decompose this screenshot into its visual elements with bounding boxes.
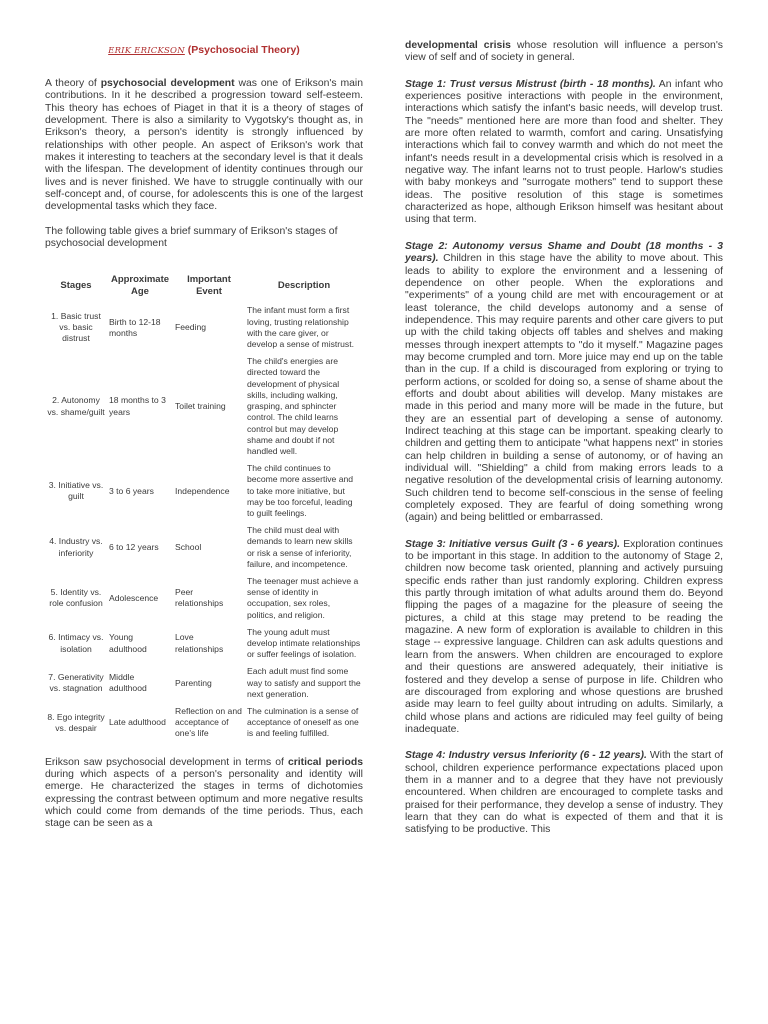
stage-1-paragraph	[405, 79, 723, 227]
stage-3-paragraph	[405, 539, 723, 737]
table-header-row	[45, 270, 363, 302]
stage-3-body: Exploration continues to be important in this stage. In addition to the autonomy of Stage 2, children now become task oriented, planning and actively pursuing specific ends rather than just randomly exploring. Children express this partly through imitation of what adults around them do. Beyond flipping the pages of a magazine for the pleasure of seeing the pictures, a child at this stage may pretend to be reading the magazine. A new form of exploration is available to children in this stage -- expressive language. Children can ask adults questions and learn from the answers. When children are encouraged to explore and their questions are answered adequately, their initiative is fostered and they develop a sense of purpose in life. Children who are discouraged from exploring and whose questions are brushed aside may learn to feel guilty about intruding on adults. Similarly, a child whose plans and actions are ridiculed may feel guilty of being inadequate.	[405, 538, 723, 735]
stage-4-title: Stage 4: Industry versus Inferiority (6 - 12 years).	[405, 750, 647, 762]
cell-stage: 2. Autonomy vs. shame/guilt	[47, 395, 105, 417]
cell-event: Reflection on and acceptance of one's life	[175, 705, 242, 739]
cell-event: Peer relationships	[175, 587, 224, 609]
cell-description: The infant must form a first loving, trusting relationship with the care giver, or develop a sense of mistrust.	[247, 305, 354, 350]
header-stages: Stages	[60, 280, 92, 292]
header-event: Important Event	[187, 274, 231, 298]
right-column	[405, 40, 723, 851]
closing-bold-term: critical periods	[287, 756, 363, 768]
cell-stage: 5. Identity vs. role confusion	[49, 587, 103, 609]
stage-2-title: Stage 2: Autonomy versus Shame and Doubt (18 months - 3 years).	[405, 240, 723, 265]
cell-stage: 4. Industry vs. inferiority	[49, 536, 103, 558]
stage-1-title: Stage 1: Trust versus Mistrust (birth - 18 months).	[405, 78, 656, 90]
handwritten-author-name: ERIK ERICKSON	[108, 46, 185, 56]
continuation-paragraph	[405, 40, 723, 65]
cell-description: The culmination is a sense of acceptance of oneself as one is and feeling fulfilled.	[247, 705, 359, 739]
table-row	[45, 663, 363, 703]
table-row	[45, 302, 363, 353]
cell-description: Each adult must find some way to satisfy and support the next generation.	[247, 666, 361, 699]
cell-age: 3 to 6 years	[109, 485, 154, 496]
closing-text-2: during which aspects of a person's personality and identity will emerge. He characterized the stages in terms of dichotomies expressing the contrast between optimum and more negative results which could come from demands of the time periods. Thus, each stage can be seen as a	[45, 768, 363, 830]
cell-age: Birth to 12-18 months	[109, 316, 161, 338]
cell-description: The child continues to become more assertive and to take more initiative, but may be too forceful, leading to guilt feelings.	[247, 463, 354, 518]
header-description: Description	[277, 280, 331, 292]
intro-paragraph	[45, 78, 363, 214]
theory-name: (Psychosocial Theory)	[187, 44, 300, 56]
table-row	[45, 573, 363, 624]
cell-age: Middle adulthood	[109, 671, 147, 694]
stage-1-body: An infant who experiences positive interactions with people in the environment, interactions which satisfy the infant's basic needs, will develop trust. The "needs" mentioned here are more than food and shelter. They are more often related to warmth, comfort and caring. Unsatisfying interactions which fail to convey warmth and which do not meet the infant's needs result in a developmental crisis which is resolved in a negative way. The infant learns not to trust people. Harlow's studies with baby monkeys and "surrogate mothers" tend to support these ideas. The positive resolution of this stage is sometimes characterized as hope, although Erikson himself was hesitant about using that term.	[405, 78, 724, 226]
stage-3-title: Stage 3: Initiative versus Guilt (3 - 6 years).	[405, 538, 620, 550]
document-title	[45, 44, 363, 58]
cell-description: The teenager must achieve a sense of identity in occupation, sex roles, politics, and religion.	[247, 575, 359, 620]
stage-2-paragraph	[405, 241, 723, 525]
table-row	[45, 703, 363, 743]
intro-text-2: was one of Erikson's main contributions. In it he described a progression toward self-esteem. This theory has echoes of Piaget in that it is a theory of stages of development. There is also a similarity to Vygotsky's thought as, in Erikson's theory, a person's identity is strongly influenced by relationships with other people. An aspect of Erikson's work that makes it interesting to teachers at the secondary level is that it deals with the lifespan. The development of identity continues through our lives and is never finished. We have to struggle continually with our self-concept and, of course, for adolescents this is one of the largest developmental tasks which they face.	[45, 78, 364, 213]
cell-description: The young adult must develop intimate relationships or suffer feelings of isolation.	[247, 626, 361, 660]
closing-paragraph	[45, 757, 363, 831]
cell-event: Feeding	[175, 322, 207, 333]
cell-stage: 6. Intimacy vs. isolation	[48, 632, 104, 654]
stage-4-body: With the start of school, children experience performance expectations placed upon them in a manner and to a degree that they have not previously encountered. When children are encouraged to complete tasks and praised for their performance, they develop a sense of industry. They learn that they can do what is expected of them and that it is satisfying to be productive. This	[405, 750, 723, 836]
cell-age: 18 months to 3 years	[109, 395, 166, 417]
intro-text-1: A theory of	[45, 78, 101, 89]
cell-event: Parenting	[175, 677, 212, 688]
continuation-bold-term: developmental crisis	[405, 40, 511, 51]
cell-event: Independence	[175, 485, 230, 496]
cell-description: The child's energies are directed toward the development of physical skills, including walking, grasping, and sphincter control. The child learns control but may develop shame and doubt if not handled well.	[247, 356, 340, 456]
cell-age: Late adulthood	[109, 717, 166, 728]
left-column	[45, 40, 363, 831]
table-row	[45, 353, 363, 460]
stages-table	[45, 270, 363, 742]
cell-age: 6 to 12 years	[109, 541, 159, 552]
cell-stage: 8. Ego integrity vs. despair	[47, 711, 105, 733]
cell-event: School	[175, 541, 202, 552]
cell-age: Adolescence	[109, 592, 159, 603]
table-row	[45, 624, 363, 664]
stage-4-paragraph	[405, 750, 723, 836]
cell-event: Toilet training	[175, 401, 226, 412]
cell-age: Young adulthood	[109, 632, 147, 654]
table-row	[45, 460, 363, 522]
stage-2-body: Children in this stage have the ability to move about. This leads to ability to explore the environment and a lessening of dependence on other people. When the explorations and "experiments" of a young child are met with encouragement or at least tolerance, the child develops autonomy and a sense of independence. This may require parents and other care givers to put up with the child taking objects off tables and shelves and making messes through inexpert attempts to "do it myself." Magazine pages may become crumpled and torn. More juice may end up on the table than in the cup. If a child is discouraged from exploring or trying to perform actions, or scolded for doing so, a sense of shame about the efforts and doubt about abilities will develop. Many mistakes are made in this period and many more will be made in the future, but they are an essential part of developing a sense of autonomy. Indirect teaching at this stage can be important. speaking clearly to children and getting them to anticipate "what happens next" in stories can help children in building a sense of autonomy, or of having an individual will. "Shielding" a child from making errors leads to a negative resolution of the developmental crisis of learning autonomy. Such children tend to become self-conscious in the sense of feeling completely exposed. They are fearful of doing something wrong (again) and being belittled or embarrassed.	[405, 253, 723, 524]
cell-stage: 1. Basic trust vs. basic distrust	[51, 311, 101, 344]
cell-stage: 7. Generativity vs. stagnation	[48, 671, 104, 694]
intro-bold-term: psychosocial development	[100, 78, 235, 89]
cell-stage: 3. Initiative vs. guilt	[48, 479, 104, 502]
closing-text-1: Erikson saw psychosocial development in terms of	[45, 756, 288, 768]
continuation-text: whose resolution will influence a person's view of self and of society in general.	[405, 40, 723, 64]
cell-description: The child must deal with demands to learn new skills or risk a sense of inferiority, failure, and incompetence.	[247, 525, 353, 569]
table-intro: The following table gives a brief summary of Erikson's stages of psychosocial development	[45, 225, 338, 250]
header-age: Approximate Age	[110, 274, 170, 298]
cell-event: Love relationships	[175, 632, 224, 654]
table-row	[45, 522, 363, 573]
